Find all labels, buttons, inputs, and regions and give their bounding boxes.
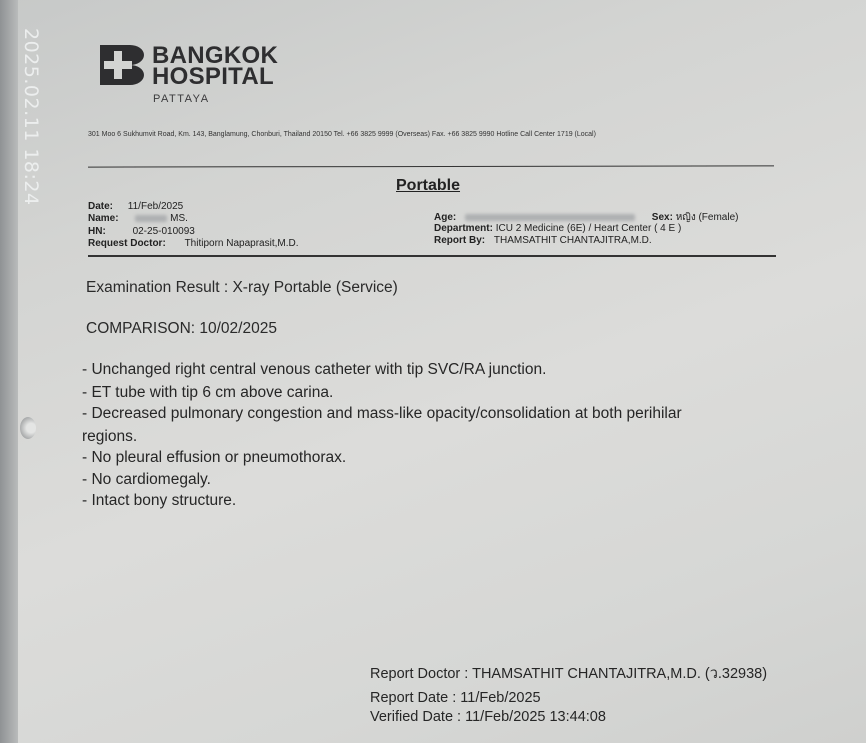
request-doctor-value: Thitiporn Napaprasit,M.D. (184, 238, 299, 249)
hospital-address: 301 Moo 6 Sukhumvit Road, Km. 143, Banglamung, Chonburi, Thailand 20150 Tel. +66 3825 9999 (Overseas) Fax. +66 3825 9990 Hotline Call Center 1719 (Local) (88, 131, 596, 138)
hospital-branch: PATTAYA (153, 93, 210, 105)
hn-label: HN: (88, 226, 106, 237)
comparison-date: COMPARISON: 10/02/2025 (86, 320, 277, 337)
name-label: Name: (88, 213, 119, 224)
department-row (434, 223, 681, 234)
report-by-row (434, 235, 652, 246)
redacted-name (135, 215, 167, 222)
request-doctor-row (88, 238, 299, 249)
sex-label: Sex: (651, 212, 673, 223)
name-row (88, 213, 188, 224)
department-value: ICU 2 Medicine (6E) / Heart Center ( 4 E ) (495, 223, 682, 234)
date-label: Date: (88, 201, 114, 212)
report-doctor-signature: Report Doctor : THAMSATHIT CHANTAJITRA,M.D. (ว.32938) (370, 666, 768, 682)
sex-value: หญิง (Female) (675, 212, 739, 223)
verified-date: Verified Date : 11/Feb/2025 13:44:08 (370, 709, 606, 725)
finding-line: - No pleural effusion or pneumothorax. (82, 449, 347, 466)
finding-line: - Decreased pulmonary congestion and mass-like opacity/consolidation at both perihilar (82, 405, 682, 422)
form-title: Portable (396, 177, 461, 194)
hospital-name (152, 42, 279, 90)
report-by-label: Report By: (434, 235, 486, 246)
finding-line: - No cardiomegaly. (82, 471, 211, 488)
report-date: Report Date : 11/Feb/2025 (370, 690, 541, 706)
name-suffix: MS. (170, 213, 188, 224)
age-label: Age: (434, 212, 457, 223)
date-value: 11/Feb/2025 (127, 201, 184, 212)
finding-line: - Intact bony structure. (82, 492, 237, 509)
redacted-age (465, 214, 635, 221)
paper-edge-shadow (0, 0, 18, 743)
hn-value: 02-25-010093 (132, 226, 195, 237)
finding-line: - Unchanged right central venous catheter with tip SVC/RA junction. (82, 361, 547, 378)
report-by-value: THAMSATHIT CHANTAJITRA,M.D. (493, 235, 652, 246)
timestamp-stamp: 2025.02.11 18:24 (20, 28, 42, 206)
department-label: Department: (434, 223, 493, 234)
request-doctor-label: Request Doctor: (88, 238, 166, 249)
date-row (88, 201, 183, 212)
hospital-name-line2: HOSPITAL (152, 63, 274, 90)
hospital-cross-logo-icon (100, 45, 146, 85)
hn-row (88, 226, 195, 237)
header-divider (88, 165, 774, 167)
examination-result: Examination Result : X-ray Portable (Service) (86, 279, 398, 296)
hospital-name-line1: BANGKOK (152, 42, 279, 69)
finding-line: - ET tube with tip 6 cm above carina. (82, 384, 334, 401)
punch-hole (20, 417, 36, 439)
finding-line: regions. (82, 428, 138, 445)
info-divider (88, 255, 776, 257)
